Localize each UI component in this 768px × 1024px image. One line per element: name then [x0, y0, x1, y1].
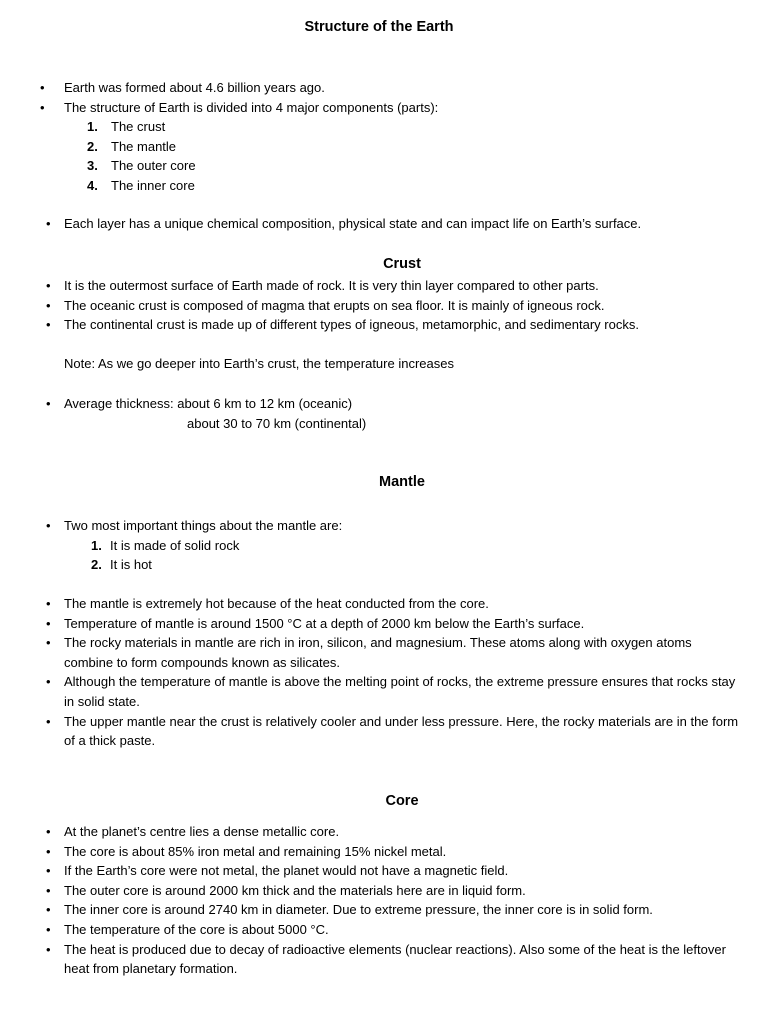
crust-heading: Crust	[383, 256, 421, 272]
bullet-icon: •	[46, 635, 51, 651]
layer-note	[0, 214, 768, 234]
list-item: • Average thickness: about 6 km to 12 km (oceanic)	[0, 394, 768, 414]
bullet-icon: •	[46, 278, 51, 293]
list-item: • Although the temperature of mantle is above the melting point of rocks, the extreme pressure ensures that rocks stay in solid state.	[46, 674, 736, 709]
bullet-icon: •	[46, 317, 51, 333]
page-title: Structure of the Earth	[304, 19, 454, 35]
list-item: • At the planet’s centre lies a dense metallic core.	[0, 822, 768, 842]
crust-section	[0, 276, 768, 335]
list-item: • The upper mantle near the crust is relatively cooler and under less pressure. Here, the rocky materials are in the form of a thick paste.	[46, 713, 739, 749]
crust-thickness	[0, 394, 768, 433]
mantle-intro	[0, 516, 768, 575]
numbered-item: 1. It is made of solid rock	[91, 537, 240, 553]
numbered-item: 1. The crust	[87, 119, 166, 135]
crust-note: Note: As we go deeper into Earth’s crust, the temperature increases	[64, 356, 454, 371]
list-item: • The rocky materials in mantle are rich in iron, silicon, and magnesium. These atoms along with oxygen atoms combine to form compounds known as silicates.	[46, 635, 692, 670]
numbered-item: 2. The mantle	[87, 138, 177, 154]
bullet-icon: •	[46, 941, 51, 957]
numbered-item: 3. The outer core	[87, 158, 196, 174]
core-section	[0, 822, 768, 979]
bullet-icon: •	[46, 863, 51, 879]
bullet-icon: •	[40, 99, 45, 115]
list-item: • The oceanic crust is composed of magma that erupts on sea floor. It is mainly of igneous rock.	[0, 296, 768, 316]
list-item: • Two most important things about the mantle are:	[0, 516, 768, 536]
mantle-heading: Mantle	[379, 474, 425, 490]
list-item-continuation: about 30 to 70 km (continental)	[187, 415, 367, 431]
list-item: • Earth was formed about 4.6 billion years ago.	[0, 78, 768, 98]
list-item: • The structure of Earth is divided into 4 major components (parts):	[0, 98, 768, 118]
bullet-icon: •	[46, 713, 51, 729]
list-item: • It is the outermost surface of Earth made of rock. It is very thin layer compared to other parts.	[0, 276, 768, 296]
list-item: • The mantle is extremely hot because of the heat conducted from the core.	[0, 594, 768, 614]
bullet-icon: •	[46, 902, 51, 918]
bullet-icon: •	[46, 843, 51, 859]
bullet-icon: •	[46, 216, 51, 231]
bullet-icon: •	[46, 596, 51, 611]
core-heading: Core	[385, 793, 419, 809]
numbered-item: 4. The inner core	[87, 177, 195, 193]
mantle-section	[0, 594, 768, 751]
bullet-icon: •	[46, 615, 51, 631]
list-item: • The core is about 85% iron metal and remaining 15% nickel metal.	[0, 842, 768, 862]
list-item: • The temperature of the core is about 5000 °C.	[0, 920, 768, 940]
bullet-icon: •	[46, 297, 51, 313]
bullet-icon: •	[46, 921, 51, 937]
list-item: • The outer core is around 2000 km thick and the materials here are in liquid form.	[0, 881, 768, 901]
list-item: • If the Earth’s core were not metal, the planet would not have a magnetic field.	[0, 861, 768, 881]
bullet-icon: •	[46, 824, 51, 839]
bullet-icon: •	[46, 674, 51, 690]
bullet-icon: •	[46, 396, 51, 411]
list-item: • The heat is produced due to decay of radioactive elements (nuclear reactions). Also some of the heat is the leftover heat from planetary formation.	[46, 941, 726, 977]
bullet-icon: •	[40, 80, 45, 95]
list-item: • The inner core is around 2740 km in diameter. Due to extreme pressure, the inner core is in solid form.	[0, 900, 768, 920]
list-item: • Each layer has a unique chemical composition, physical state and can impact life on Earth’s surface.	[0, 214, 768, 234]
intro-section	[0, 78, 768, 196]
bullet-icon: •	[46, 882, 51, 898]
bullet-icon: •	[46, 518, 51, 533]
numbered-item: 2. It is hot	[91, 557, 152, 573]
list-item: • The continental crust is made up of different types of igneous, metamorphic, and sedimentary rocks.	[0, 315, 768, 335]
list-item: • Temperature of mantle is around 1500 °C at a depth of 2000 km below the Earth’s surface.	[0, 614, 768, 634]
